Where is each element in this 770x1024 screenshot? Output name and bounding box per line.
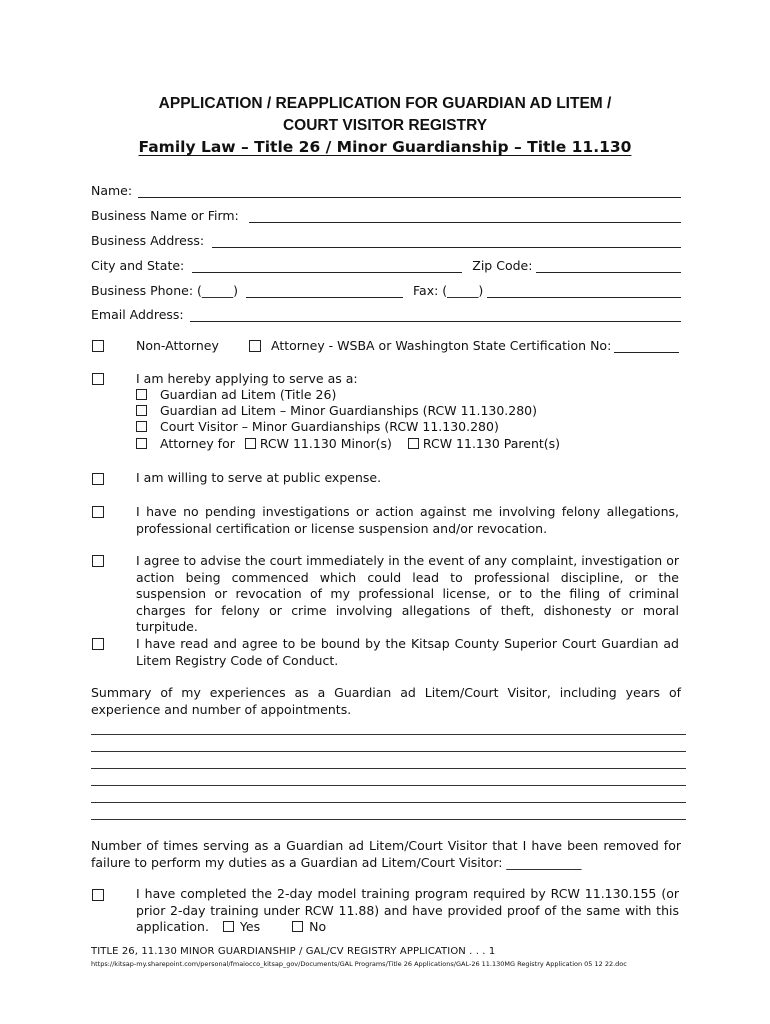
business-phone-field[interactable] [246,283,403,298]
applying-checkbox[interactable] [92,373,104,385]
minor-checkbox[interactable] [245,438,256,449]
minor-label: RCW 11.130 Minor(s) [259,436,392,451]
name-row [91,180,681,198]
no-pending-checkbox[interactable] [92,506,104,518]
training-yes-label: Yes [239,919,261,934]
name-field[interactable] [138,183,681,198]
court-visitor-option: Court Visitor – Minor Guardianships (RCW 11.130.280) [136,419,499,436]
code-of-conduct-checkbox[interactable] [92,638,104,650]
code-of-conduct-text: I have read and agree to be bound by the Kitsap County Superior Court Guardian ad Litem Registry Code of Conduct. [136,636,679,668]
training-no-label: No [309,919,327,934]
attorney-label: Attorney - WSBA or Washington State Certification No: [271,338,612,353]
gal-minor-checkbox[interactable] [136,405,147,416]
attorney-checkbox[interactable] [249,340,261,352]
fax-label: Fax: (_____) [413,283,484,298]
business-address-label: Business Address: [91,233,205,248]
court-visitor-checkbox[interactable] [136,421,147,432]
parent-label: RCW 11.130 Parent(s) [422,436,561,451]
name-label: Name: [91,183,133,198]
attorney-for-checkbox[interactable] [136,438,147,449]
business-phone-label: Business Phone: (_____) [91,283,239,298]
attorney-for-option: Attorney for RCW 11.130 Minor(s) RCW 11.130 Parent(s) [136,436,560,453]
training-text: I have completed the 2-day model training program required by RCW 11.130.155 (or prior 2-day training under RCW 11.88) and have provided proof of the same with this application. Yes No [136,886,679,934]
training-no-checkbox[interactable] [292,921,303,932]
business-name-field[interactable] [249,208,681,223]
fax-field[interactable] [487,283,681,298]
removed-prompt: Number of times serving as a Guardian ad Litem/Court Visitor that I have been removed for failure to perform my duties as a Guardian ad Litem/Court Visitor: ____________ [91,838,681,870]
footer-path: https://kitsap-my.sharepoint.com/personal/fmaiocco_kitsap_gov/Documents/GAL Programs/Title 26 Applications/GAL-26 11.130MG Registry Application 05 12 22.doc [91,960,627,968]
parent-checkbox[interactable] [408,438,419,449]
city-zip-row [91,255,681,273]
no-pending-text: I have no pending investigations or action against me involving felony allegations, professional certification or license suspension and/or revocation. [136,504,679,536]
business-address-row [91,230,681,248]
summary-line[interactable] [91,734,686,735]
applying-intro: I am hereby applying to serve as a: [136,371,358,386]
advise-court-checkbox[interactable] [92,555,104,567]
zip-label: Zip Code: [472,258,533,273]
business-name-label: Business Name or Firm: [91,208,239,223]
page-title-line1: APPLICATION / REAPPLICATION FOR GUARDIAN AD LITEM / [158,95,612,112]
page-title-line2: COURT VISITOR REGISTRY [282,117,488,134]
zip-field[interactable] [536,258,681,273]
email-field[interactable] [190,307,681,322]
summary-line[interactable] [91,819,686,820]
training-checkbox[interactable] [92,889,104,901]
training-yes-checkbox[interactable] [223,921,234,932]
footer-title: TITLE 26, 11.130 MINOR GUARDIANSHIP / GAL/CV REGISTRY APPLICATION . . . 1 [91,946,496,957]
gal-minor-option: Guardian ad Litem – Minor Guardianships (RCW 11.130.280) [136,403,537,420]
summary-line[interactable] [91,802,686,803]
public-expense-text: I am willing to serve at public expense. [136,470,382,485]
business-name-row [91,205,681,223]
non-attorney-checkbox[interactable] [92,340,104,352]
city-state-field[interactable] [192,258,462,273]
phone-fax-row [91,280,681,298]
city-state-label: City and State: [91,258,185,273]
public-expense-checkbox[interactable] [92,473,104,485]
summary-prompt: Summary of my experiences as a Guardian ad Litem/Court Visitor, including years of experience and number of appointments. [91,685,681,717]
gal-title26-option: Guardian ad Litem (Title 26) [136,387,336,404]
summary-line[interactable] [91,768,686,769]
page-subtitle: Family Law – Title 26 / Minor Guardianship – Title 11.130 [138,138,632,156]
advise-court-text: I agree to advise the court immediately in the event of any complaint, investigation or action being commenced which could lead to professional discipline, or the suspension or revocation of my professional license, or to the filing of criminal charges for felony or crime involving allegations of theft, dishonesty or moral turpitude. [136,553,679,634]
summary-line[interactable] [91,785,686,786]
gal-title26-checkbox[interactable] [136,389,147,400]
summary-line[interactable] [91,751,686,752]
certification-number-field[interactable] [614,338,679,353]
non-attorney-label: Non-Attorney [136,338,219,353]
email-row [91,304,681,322]
business-address-field[interactable] [212,233,681,248]
attorney-row [271,335,679,353]
email-label: Email Address: [91,307,184,322]
